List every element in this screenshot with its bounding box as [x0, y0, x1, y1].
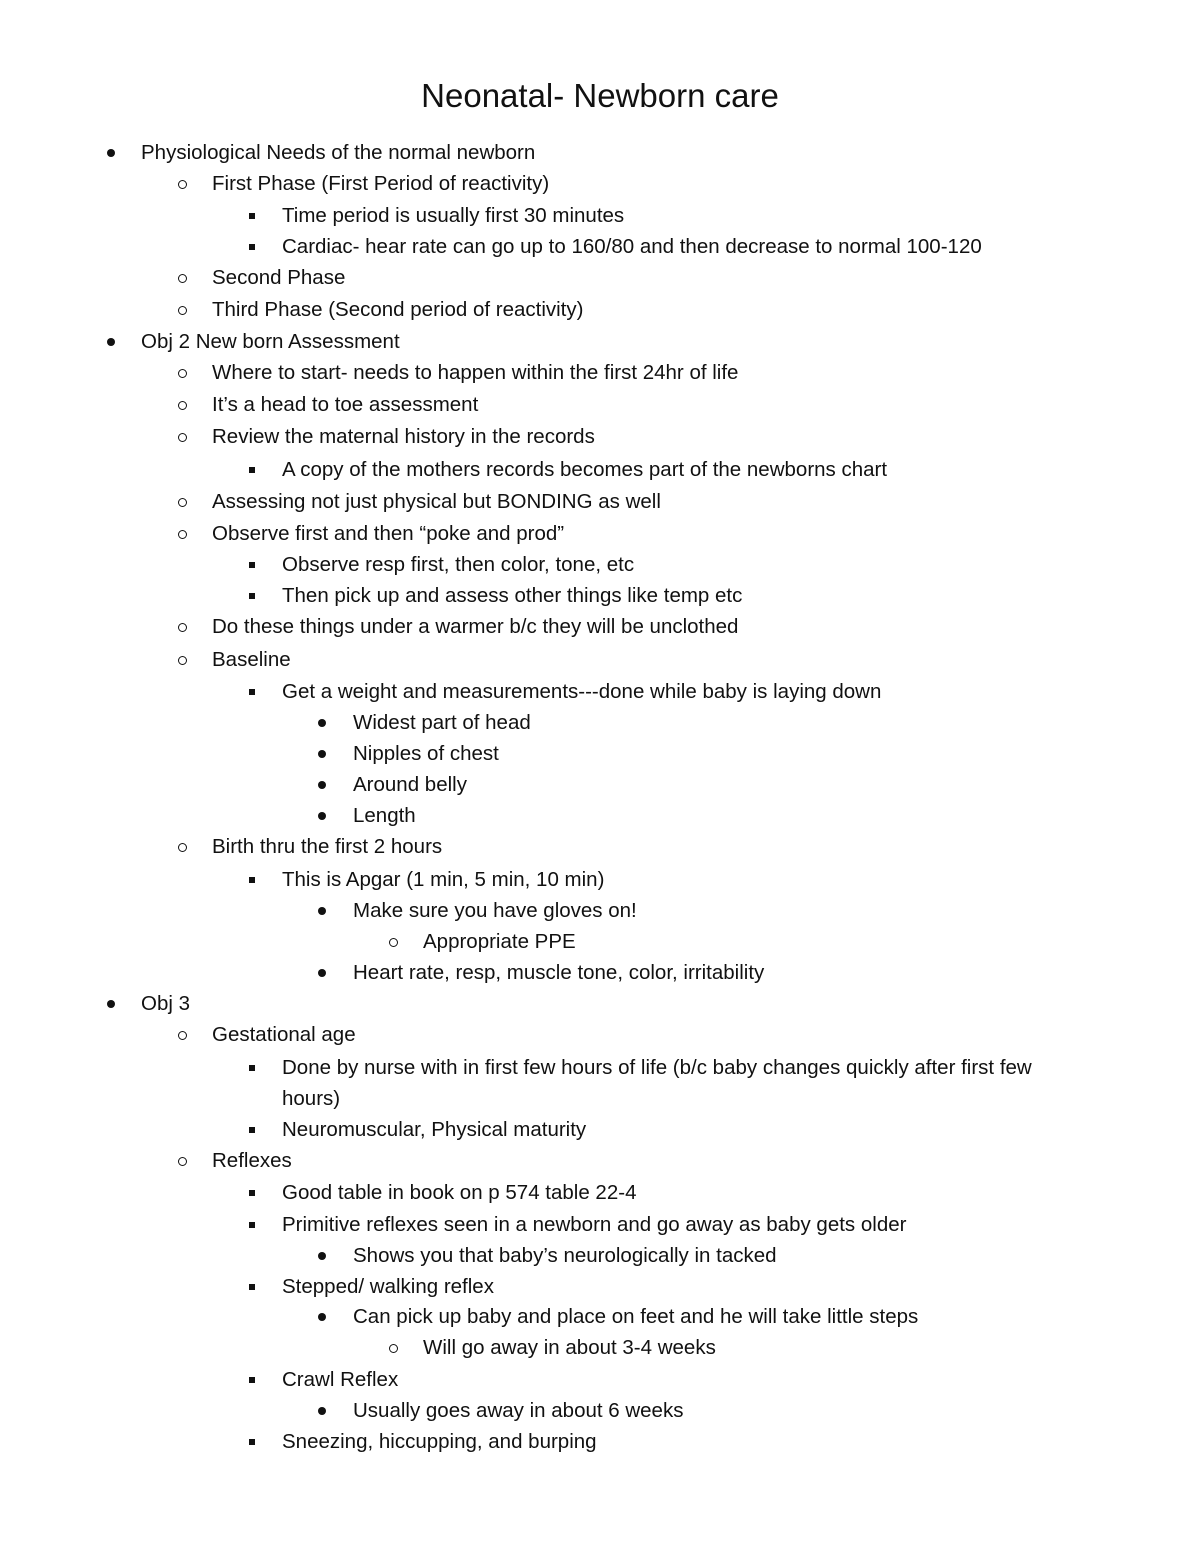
bullet-circle-icon: [172, 518, 192, 550]
bullet-disc-icon: [101, 137, 121, 169]
list-item-text: First Phase (First Period of reactivity): [212, 172, 550, 195]
bullet-circle-icon: [172, 611, 192, 643]
list-item-text: Can pick up baby and place on feet and he will take little steps: [353, 1305, 919, 1328]
list-item-text: Then pick up and assess other things like temp etc: [282, 584, 743, 607]
bullet-disc-icon: [312, 738, 332, 770]
list-item-text: Gestational age: [212, 1023, 356, 1046]
bullet-square-icon: [242, 1052, 262, 1084]
bullet-disc-icon: [312, 707, 332, 739]
list-item-text: Heart rate, resp, muscle tone, color, irritability: [353, 961, 765, 984]
bullet-square-icon: [242, 864, 262, 896]
list-item-text: Length: [353, 804, 416, 827]
list-item-text: Where to start- needs to happen within the first 24hr of life: [212, 361, 739, 384]
list-item-text: Obj 2 New born Assessment: [141, 330, 400, 353]
bullet-disc-icon: [312, 769, 332, 801]
list-item-text: Done by nurse with in first few hours of life (b/c baby changes quickly after first few: [282, 1056, 1032, 1079]
list-item-text: Reflexes: [212, 1149, 292, 1172]
list-item-text: Baseline: [212, 648, 291, 671]
list-item-text: Third Phase (Second period of reactivity): [212, 298, 584, 321]
bullet-disc-icon: [101, 326, 121, 358]
list-item-text: Will go away in about 3-4 weeks: [423, 1336, 716, 1359]
list-item-text: Shows you that baby’s neurologically in tacked: [353, 1244, 777, 1267]
bullet-disc-icon: [312, 957, 332, 989]
list-item-text: Around belly: [353, 773, 467, 796]
list-item-text: A copy of the mothers records becomes part of the newborns chart: [282, 458, 888, 481]
bullet-circle-icon: [383, 1332, 403, 1364]
bullet-circle-icon: [172, 389, 192, 421]
list-item-text: Sneezing, hiccupping, and burping: [282, 1430, 597, 1453]
list-item-text: Get a weight and measurements---done while baby is laying down: [282, 680, 882, 703]
list-item-text: Assessing not just physical but BONDING as well: [212, 490, 661, 513]
bullet-square-icon: [242, 200, 262, 232]
bullet-square-icon: [242, 1177, 262, 1209]
list-item-text: Birth thru the first 2 hours: [212, 835, 443, 858]
list-item-text: Make sure you have gloves on!: [353, 899, 637, 922]
list-item-text: Stepped/ walking reflex: [282, 1275, 494, 1298]
bullet-circle-icon: [172, 1145, 192, 1177]
bullet-square-icon: [242, 676, 262, 708]
bullet-circle-icon: [172, 1019, 192, 1051]
bullet-disc-icon: [312, 1240, 332, 1272]
list-item-text: Widest part of head: [353, 711, 531, 734]
list-item-text: Primitive reflexes seen in a newborn and go away as baby gets older: [282, 1213, 907, 1236]
bullet-square-icon: [242, 580, 262, 612]
list-item-text: Good table in book on p 574 table 22-4: [282, 1181, 637, 1204]
list-item-text: Neuromuscular, Physical maturity: [282, 1118, 587, 1141]
bullet-circle-icon: [383, 926, 403, 958]
list-item-text: It’s a head to toe assessment: [212, 393, 479, 416]
list-item-text: Time period is usually first 30 minutes: [282, 204, 625, 227]
list-item-text: Physiological Needs of the normal newborn: [141, 141, 536, 164]
page-title: Neonatal- Newborn care: [421, 77, 779, 114]
bullet-square-icon: [242, 1364, 262, 1396]
bullet-circle-icon: [172, 294, 192, 326]
bullet-disc-icon: [101, 988, 121, 1020]
list-item-text: Appropriate PPE: [423, 930, 576, 953]
bullet-disc-icon: [312, 800, 332, 832]
list-item-text: Observe resp first, then color, tone, etc: [282, 553, 635, 576]
list-item-text: Nipples of chest: [353, 742, 499, 765]
bullet-square-icon: [242, 1271, 262, 1303]
bullet-circle-icon: [172, 644, 192, 676]
bullet-square-icon: [242, 454, 262, 486]
bullet-square-icon: [242, 231, 262, 263]
bullet-disc-icon: [312, 1395, 332, 1427]
list-item-text: Cardiac- hear rate can go up to 160/80 and then decrease to normal 100-120: [282, 235, 982, 258]
bullet-circle-icon: [172, 831, 192, 863]
bullet-square-icon: [242, 1209, 262, 1241]
list-item-text: Do these things under a warmer b/c they will be unclothed: [212, 615, 739, 638]
list-item-text: Review the maternal history in the records: [212, 425, 595, 448]
list-item-text: Second Phase: [212, 266, 346, 289]
bullet-square-icon: [242, 549, 262, 581]
list-item-text: Crawl Reflex: [282, 1368, 399, 1391]
bullet-square-icon: [242, 1114, 262, 1146]
bullet-circle-icon: [172, 262, 192, 294]
list-item-text: This is Apgar (1 min, 5 min, 10 min): [282, 868, 605, 891]
list-item-text: hours): [282, 1087, 341, 1110]
bullet-circle-icon: [172, 486, 192, 518]
list-item-text: Obj 3: [141, 992, 190, 1015]
bullet-disc-icon: [312, 895, 332, 927]
list-item-text: Usually goes away in about 6 weeks: [353, 1399, 684, 1422]
bullet-circle-icon: [172, 168, 192, 200]
list-item-text: Observe first and then “poke and prod”: [212, 522, 565, 545]
bullet-circle-icon: [172, 421, 192, 453]
bullet-square-icon: [242, 1426, 262, 1458]
bullet-circle-icon: [172, 357, 192, 389]
bullet-disc-icon: [312, 1301, 332, 1333]
